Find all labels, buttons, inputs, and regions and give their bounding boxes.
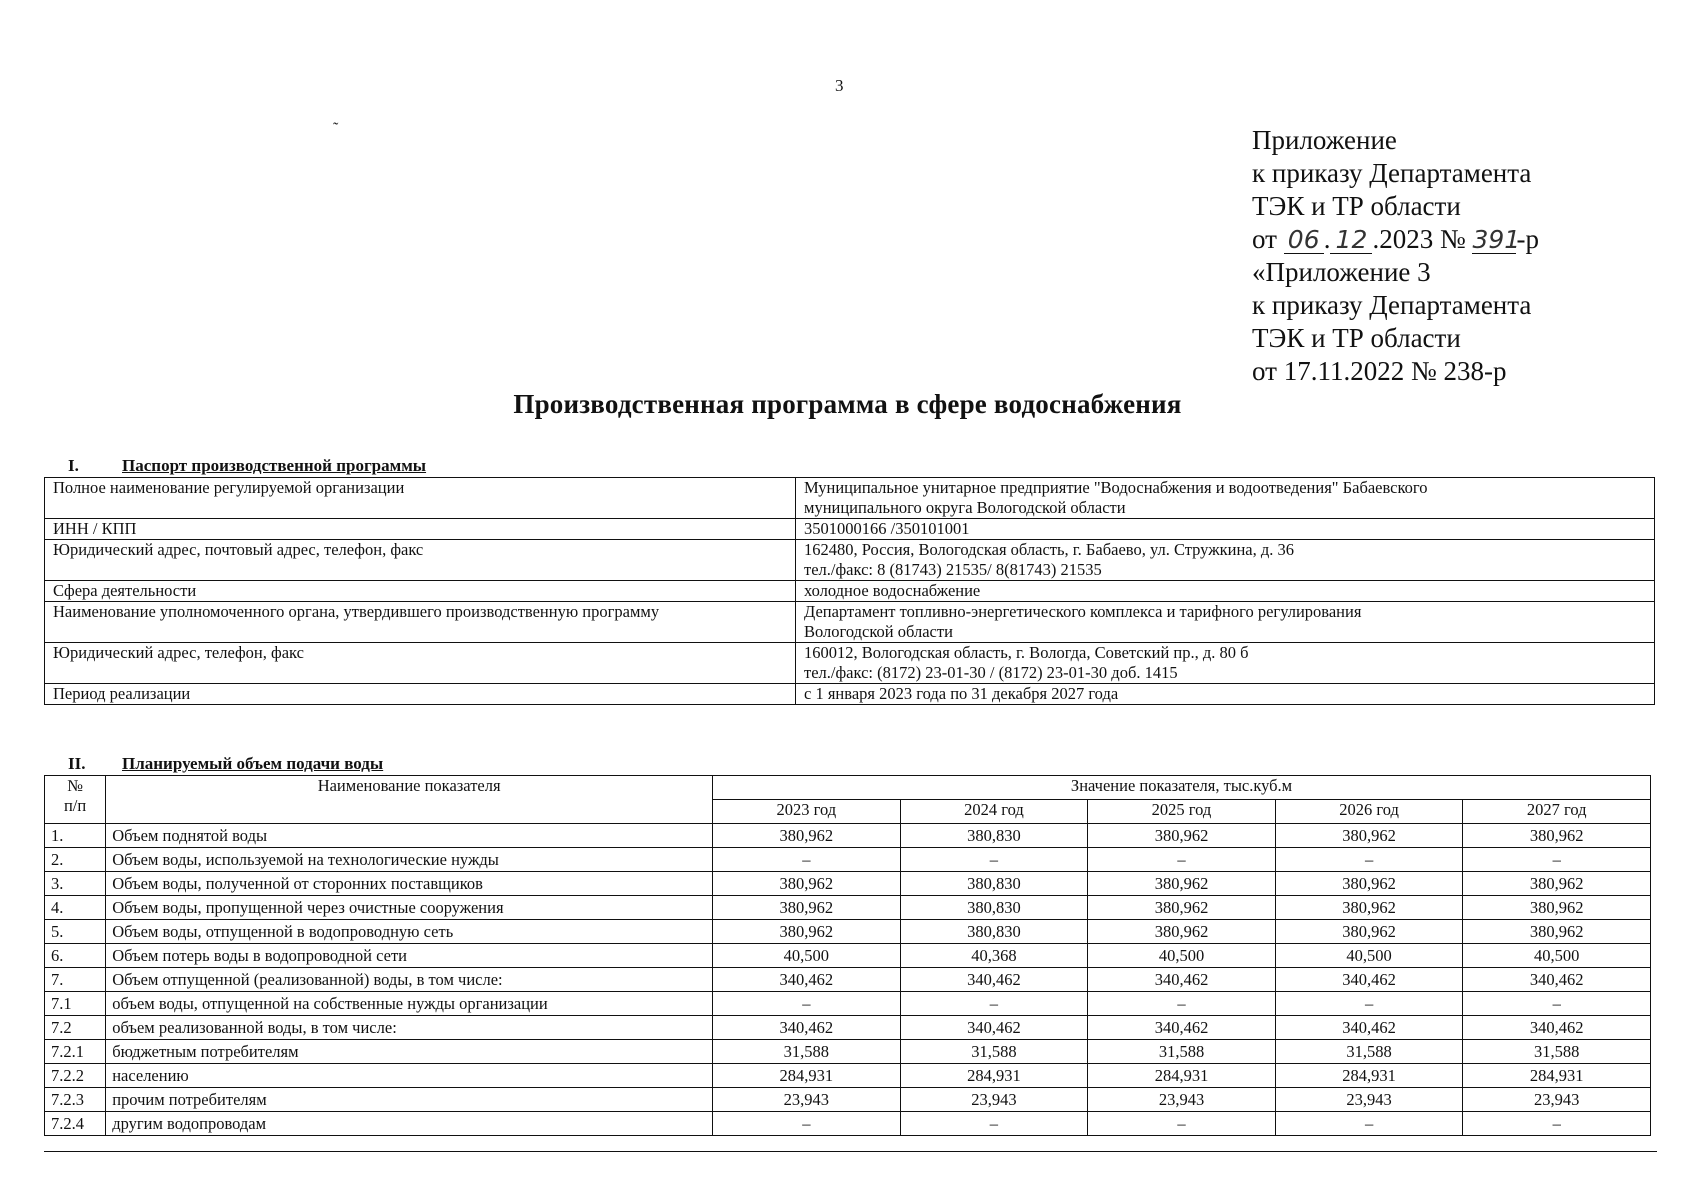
row-value: 40,500 xyxy=(1088,944,1276,968)
table-header-row xyxy=(45,776,1651,800)
passport-value-line: Муниципальное унитарное предприятие "Водоснабжения и водоотведения" Бабаевского xyxy=(804,478,1428,497)
table-row xyxy=(45,896,1651,920)
row-value: – xyxy=(1088,848,1276,872)
table-row xyxy=(45,1016,1651,1040)
passport-value-line: 162480, Россия, Вологодская область, г. Бабаево, ул. Стружкина, д. 36 xyxy=(804,540,1295,559)
passport-table xyxy=(44,477,1655,705)
row-value: 340,462 xyxy=(1275,968,1463,992)
row-value: 380,830 xyxy=(900,896,1088,920)
row-value: 340,462 xyxy=(1088,968,1276,992)
row-value: 40,500 xyxy=(1275,944,1463,968)
row-indicator-name: Объем воды, используемой на технологические нужды xyxy=(106,848,713,872)
row-value: 380,962 xyxy=(1463,896,1651,920)
row-indicator-name: бюджетным потребителям xyxy=(106,1040,713,1064)
row-indicator-name: Объем воды, пропущенной через очистные сооружения xyxy=(106,896,713,920)
row-indicator-name: Объем воды, отпущенной в водопроводную сеть xyxy=(106,920,713,944)
passport-row xyxy=(45,519,1655,540)
table-row xyxy=(45,1064,1651,1088)
row-value: 380,962 xyxy=(713,896,901,920)
passport-value-line: 3501000166 /350101001 xyxy=(804,519,970,538)
section-2-number: II. xyxy=(68,754,86,773)
row-number: 6. xyxy=(45,944,106,968)
row-number: 7. xyxy=(45,968,106,992)
row-value: 340,462 xyxy=(713,1016,901,1040)
row-value: 31,588 xyxy=(900,1040,1088,1064)
document-title: Производственная программа в сфере водоснабжения xyxy=(513,389,1182,419)
passport-value-line: 160012, Вологодская область, г. Вологда, Советский пр., д. 80 б xyxy=(804,643,1249,662)
table-row xyxy=(45,968,1651,992)
row-value: – xyxy=(713,992,901,1016)
row-value: 380,962 xyxy=(1088,920,1276,944)
row-value: 380,962 xyxy=(713,824,901,848)
row-value: 23,943 xyxy=(1463,1088,1651,1112)
row-value: 380,962 xyxy=(713,920,901,944)
row-value: 284,931 xyxy=(900,1064,1088,1088)
row-indicator-name: населению xyxy=(106,1064,713,1088)
passport-key: Наименование уполномоченного органа, утвердившего производственную программу xyxy=(45,602,796,643)
passport-value-line: Департамент топливно-энергетического комплекса и тарифного регулирования xyxy=(804,602,1362,621)
row-value: – xyxy=(1463,848,1651,872)
table-row xyxy=(45,920,1651,944)
row-value: – xyxy=(900,848,1088,872)
row-value: 380,962 xyxy=(713,872,901,896)
row-value: 380,962 xyxy=(1088,824,1276,848)
row-value: 284,931 xyxy=(713,1064,901,1088)
passport-key: ИНН / КПП xyxy=(45,519,796,540)
row-value: 31,588 xyxy=(713,1040,901,1064)
table-row xyxy=(45,872,1651,896)
row-number: 7.2 xyxy=(45,1016,106,1040)
row-value: 380,830 xyxy=(900,872,1088,896)
row-value: – xyxy=(713,1112,901,1136)
passport-value-line: муниципального округа Вологодской области xyxy=(804,498,1126,517)
passport-value-line: с 1 января 2023 года по 31 декабря 2027 года xyxy=(804,684,1119,703)
row-value: 380,962 xyxy=(1088,896,1276,920)
handwritten-day: 06 xyxy=(1284,227,1324,254)
passport-key: Юридический адрес, почтовый адрес, телефон, факс xyxy=(45,540,796,581)
col-header-number-line1: № xyxy=(67,776,83,795)
row-value: 340,462 xyxy=(900,968,1088,992)
row-value: – xyxy=(1088,1112,1276,1136)
row-indicator-name: Объем поднятой воды xyxy=(106,824,713,848)
col-header-year: 2024 год xyxy=(900,800,1088,824)
row-value: 40,500 xyxy=(713,944,901,968)
row-number: 7.2.3 xyxy=(45,1088,106,1112)
passport-row xyxy=(45,602,1655,643)
row-value: – xyxy=(713,848,901,872)
passport-value xyxy=(796,519,1655,540)
row-value: 31,588 xyxy=(1463,1040,1651,1064)
col-header-number xyxy=(45,776,106,824)
row-value: – xyxy=(1275,1112,1463,1136)
scan-artifact: ˜ xyxy=(333,120,339,137)
col-header-year: 2025 год xyxy=(1088,800,1276,824)
passport-key: Полное наименование регулируемой организации xyxy=(45,478,796,519)
row-number: 4. xyxy=(45,896,106,920)
row-value: 340,462 xyxy=(1275,1016,1463,1040)
bottom-divider xyxy=(44,1151,1657,1152)
passport-value xyxy=(796,602,1655,643)
row-value: 31,588 xyxy=(1275,1040,1463,1064)
date-prefix: от xyxy=(1252,224,1277,254)
appendix-line: «Приложение 3 xyxy=(1252,257,1431,287)
table-row xyxy=(45,992,1651,1016)
row-value: 23,943 xyxy=(1275,1088,1463,1112)
row-indicator-name: Объем отпущенной (реализованной) воды, в том числе: xyxy=(106,968,713,992)
row-number: 3. xyxy=(45,872,106,896)
row-value: – xyxy=(900,1112,1088,1136)
table-row xyxy=(45,824,1651,848)
row-value: – xyxy=(1275,848,1463,872)
date-year: .2023 № xyxy=(1372,224,1466,254)
passport-key: Период реализации xyxy=(45,684,796,705)
row-value: – xyxy=(1463,992,1651,1016)
passport-value-line: холодное водоснабжение xyxy=(804,581,981,600)
row-value: – xyxy=(1275,992,1463,1016)
row-indicator-name: Объем воды, полученной от сторонних поставщиков xyxy=(106,872,713,896)
appendix-line: Приложение xyxy=(1252,125,1397,155)
appendix-date-line: от 06 . 12 .2023 № 391-р xyxy=(1252,224,1539,254)
col-header-number-line2: п/п xyxy=(63,796,87,815)
row-value: 380,962 xyxy=(1275,896,1463,920)
appendix-line: к приказу Департамента xyxy=(1252,158,1532,188)
table-row xyxy=(45,848,1651,872)
row-value: 284,931 xyxy=(1463,1064,1651,1088)
appendix-block xyxy=(1252,124,1539,388)
row-value: 31,588 xyxy=(1088,1040,1276,1064)
table-row xyxy=(45,1112,1651,1136)
table-row xyxy=(45,1040,1651,1064)
col-header-name: Наименование показателя xyxy=(106,776,713,824)
row-value: 380,962 xyxy=(1463,920,1651,944)
passport-row xyxy=(45,478,1655,519)
water-volume-table xyxy=(44,775,1651,1136)
row-value: 340,462 xyxy=(900,1016,1088,1040)
appendix-line: ТЭК и ТР области xyxy=(1252,323,1461,353)
row-value: 380,830 xyxy=(900,920,1088,944)
passport-key: Юридический адрес, телефон, факс xyxy=(45,643,796,684)
row-value: 380,962 xyxy=(1275,872,1463,896)
col-header-year: 2026 год xyxy=(1275,800,1463,824)
table-row xyxy=(45,1088,1651,1112)
page-number: 3 xyxy=(835,76,844,95)
row-value: 40,368 xyxy=(900,944,1088,968)
passport-row xyxy=(45,684,1655,705)
col-header-year: 2023 год xyxy=(713,800,901,824)
row-indicator-name: прочим потребителям xyxy=(106,1088,713,1112)
passport-value xyxy=(796,684,1655,705)
row-value: 40,500 xyxy=(1463,944,1651,968)
row-indicator-name: другим водопроводам xyxy=(106,1112,713,1136)
row-value: – xyxy=(1463,1112,1651,1136)
row-value: 340,462 xyxy=(1463,968,1651,992)
row-value: 23,943 xyxy=(900,1088,1088,1112)
row-number: 7.2.1 xyxy=(45,1040,106,1064)
row-number: 1. xyxy=(45,824,106,848)
row-value: 284,931 xyxy=(1275,1064,1463,1088)
row-indicator-name: объем реализованной воды, в том числе: xyxy=(106,1016,713,1040)
row-value: 23,943 xyxy=(1088,1088,1276,1112)
col-header-year: 2027 год xyxy=(1463,800,1651,824)
appendix-line: к приказу Департамента xyxy=(1252,290,1532,320)
passport-value-line: тел./факс: 8 (81743) 21535/ 8(81743) 21535 xyxy=(804,560,1102,579)
row-number: 7.2.4 xyxy=(45,1112,106,1136)
passport-row xyxy=(45,540,1655,581)
order-suffix: -р xyxy=(1516,224,1539,254)
appendix-line: от 17.11.2022 № 238-р xyxy=(1252,356,1507,386)
section-1-title: Паспорт производственной программы xyxy=(122,456,427,475)
row-value: 380,962 xyxy=(1463,872,1651,896)
section-1-number: I. xyxy=(68,456,79,475)
row-value: 340,462 xyxy=(1088,1016,1276,1040)
row-number: 2. xyxy=(45,848,106,872)
table-row xyxy=(45,944,1651,968)
row-number: 5. xyxy=(45,920,106,944)
section-1-heading xyxy=(68,456,426,476)
row-value: 284,931 xyxy=(1088,1064,1276,1088)
row-value: 380,962 xyxy=(1088,872,1276,896)
row-value: – xyxy=(1088,992,1276,1016)
handwritten-order-number: 391 xyxy=(1472,225,1521,254)
passport-value xyxy=(796,581,1655,602)
row-value: 340,462 xyxy=(1463,1016,1651,1040)
passport-value-line: Вологодской области xyxy=(804,622,953,641)
col-header-values: Значение показателя, тыс.куб.м xyxy=(713,776,1651,800)
passport-value xyxy=(796,478,1655,519)
passport-row xyxy=(45,643,1655,684)
row-indicator-name: Объем потерь воды в водопроводной сети xyxy=(106,944,713,968)
row-value: 380,962 xyxy=(1275,824,1463,848)
row-number: 7.1 xyxy=(45,992,106,1016)
row-value: 340,462 xyxy=(713,968,901,992)
handwritten-month: 12 xyxy=(1330,227,1372,254)
row-value: 380,962 xyxy=(1275,920,1463,944)
row-value: – xyxy=(900,992,1088,1016)
passport-value-line: тел./факс: (8172) 23-01-30 / (8172) 23-01-30 доб. 1415 xyxy=(804,663,1178,682)
passport-value xyxy=(796,540,1655,581)
row-indicator-name: объем воды, отпущенной на собственные нужды организации xyxy=(106,992,713,1016)
appendix-line: ТЭК и ТР области xyxy=(1252,191,1461,221)
row-value: 380,962 xyxy=(1463,824,1651,848)
row-number: 7.2.2 xyxy=(45,1064,106,1088)
section-2-title: Планируемый объем подачи воды xyxy=(122,754,384,773)
row-value: 380,830 xyxy=(900,824,1088,848)
passport-key: Сфера деятельности xyxy=(45,581,796,602)
row-value: 23,943 xyxy=(713,1088,901,1112)
passport-row xyxy=(45,581,1655,602)
passport-value xyxy=(796,643,1655,684)
section-2-heading xyxy=(68,754,383,774)
